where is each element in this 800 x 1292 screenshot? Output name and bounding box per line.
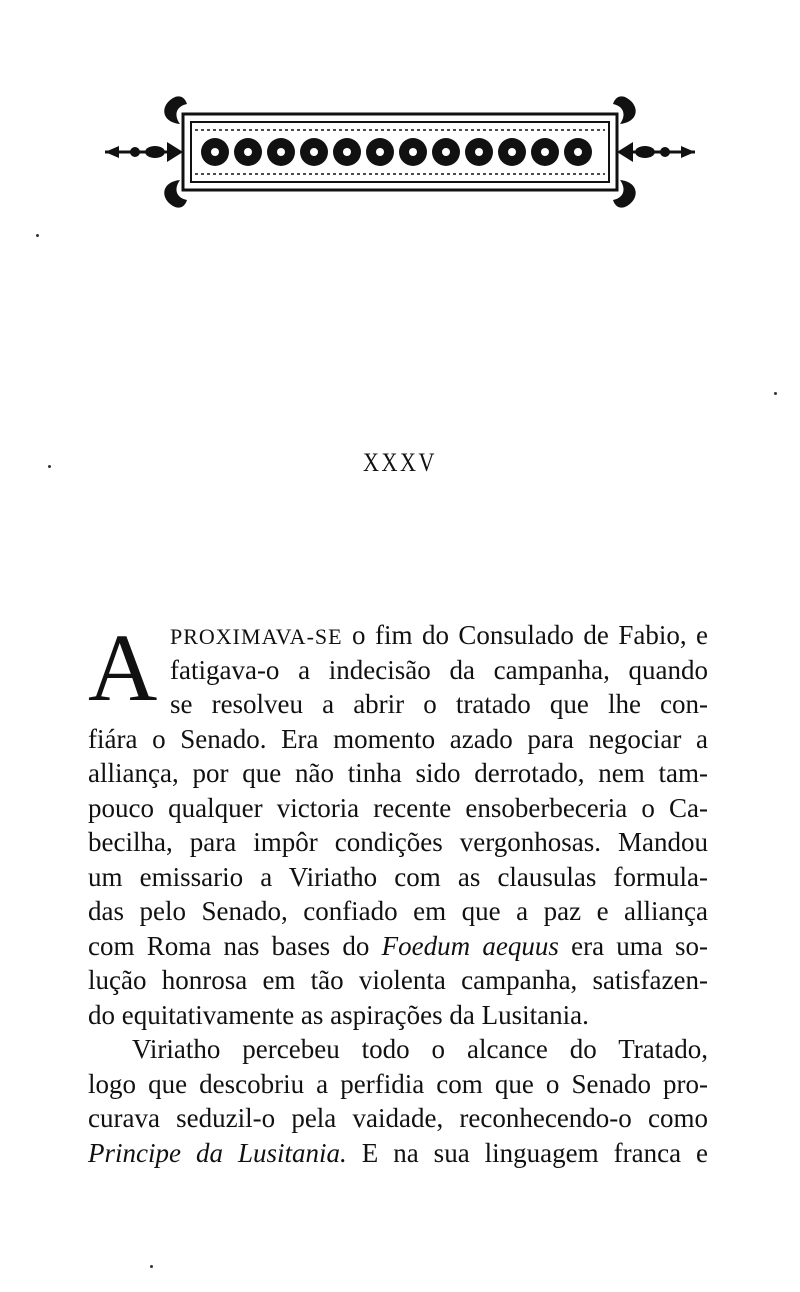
latin-phrase: Foedum aequus: [381, 930, 559, 961]
chapter-number: XXXV: [362, 448, 438, 477]
text-line: Principe da Lusitania. E na sua linguagem franca e: [88, 1137, 709, 1168]
scan-speck: [48, 465, 51, 468]
text-line: logo que descobriu a perfidia com que o Senado pro-: [88, 1068, 708, 1099]
text-line: becilha, para impôr condições vergonhosas. Mandou: [88, 827, 708, 857]
text-line: um emissario a Viriatho com as clausulas formula-: [88, 861, 708, 892]
text-line: das pelo Senado, confiado em que a paz e alliança: [88, 896, 708, 926]
text-line: fiára o Senado. Era momento azado para negociar a: [88, 723, 708, 754]
right-finial-ornament: [617, 142, 695, 162]
left-finial-ornament: [105, 142, 183, 162]
text-line: do equitativamente as aspirações da Lusitania.: [88, 999, 589, 1030]
text-line: alliança, por que não tinha sido derrotado, nem tam-: [88, 758, 708, 788]
drop-cap: A: [88, 614, 158, 721]
scan-speck: [774, 392, 777, 395]
text-line: lução honrosa em tão violenta campanha, satisfazen-: [88, 965, 708, 995]
header-ornament: [105, 92, 695, 212]
scan-speck: [36, 234, 39, 237]
text-line: com Roma nas bases do Foedum aequus era uma so-: [88, 930, 709, 961]
text-line: Viriatho percebeu todo o alcance do Tratado,: [132, 1034, 708, 1064]
text-line: pouco qualquer victoria recente ensoberbeceria o Ca-: [88, 792, 708, 823]
rosette-row: [201, 138, 592, 166]
title-phrase: Principe da Lusitania.: [88, 1137, 347, 1168]
text-line: PROXIMAVA-SE o fim do Consulado de Fabio, e: [170, 620, 709, 650]
body-text: [88, 614, 709, 1170]
text-line: curava seduzil-o pela vaidade, reconhecendo-o como: [88, 1103, 708, 1133]
opening-word: PROXIMAVA-SE: [170, 624, 343, 649]
text-line: fatigava-o a indecisão da campanha, quando: [170, 654, 708, 685]
scan-speck: [150, 1265, 153, 1268]
text-line: se resolveu a abrir o tratado que lhe con-: [170, 689, 708, 719]
